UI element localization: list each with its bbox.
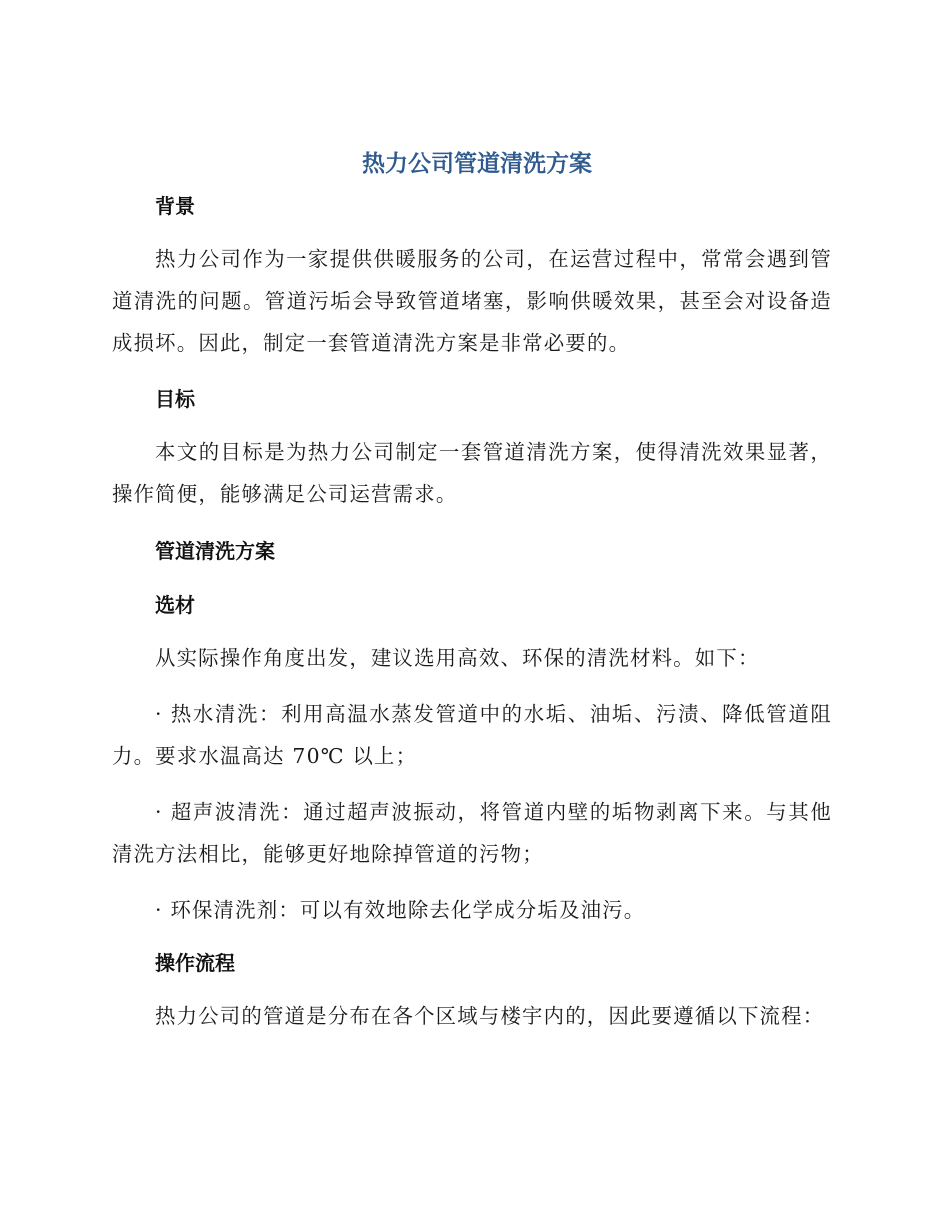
heading-goal: 目标 (155, 387, 195, 411)
heading-process: 操作流程 (155, 951, 235, 975)
list-item-hot-water: · 热水清洗：利用高温水蒸发管道中的水垢、油垢、污渍、降低管道阻力。要求水温高达 70℃ 以上； (112, 702, 832, 768)
heading-plan: 管道清洗方案 (155, 539, 275, 563)
list-item-ultrasonic: · 超声波清洗：通过超声波振动，将管道内壁的垢物剥离下来。与其他清洗方法相比，能够更好地除掉管道的污物； (112, 800, 832, 866)
paragraph-background: 热力公司作为一家提供供暖服务的公司，在运营过程中，常常会遇到管道清洗的问题。管道污垢会导致管道堵塞，影响供暖效果，甚至会对设备造成损坏。因此，制定一套管道清洗方案是非常必要的。 (112, 247, 832, 355)
document-body (112, 146, 832, 1037)
list-item-eco-cleaner: · 环保清洗剂：可以有效地除去化学成分垢及油污。 (155, 898, 646, 922)
heading-materials: 选材 (155, 593, 195, 617)
document-title: 热力公司管道清洗方案 (362, 151, 592, 177)
paragraph-process-intro: 热力公司的管道是分布在各个区域与楼宇内的，因此要遵循以下流程： (155, 1004, 825, 1028)
heading-background: 背景 (155, 194, 195, 218)
paragraph-goal: 本文的目标是为热力公司制定一套管道清洗方案，使得清洗效果显著，操作简便，能够满足公司运营需求。 (112, 440, 832, 506)
paragraph-materials-intro: 从实际操作角度出发，建议选用高效、环保的清洗材料。如下： (155, 646, 760, 670)
